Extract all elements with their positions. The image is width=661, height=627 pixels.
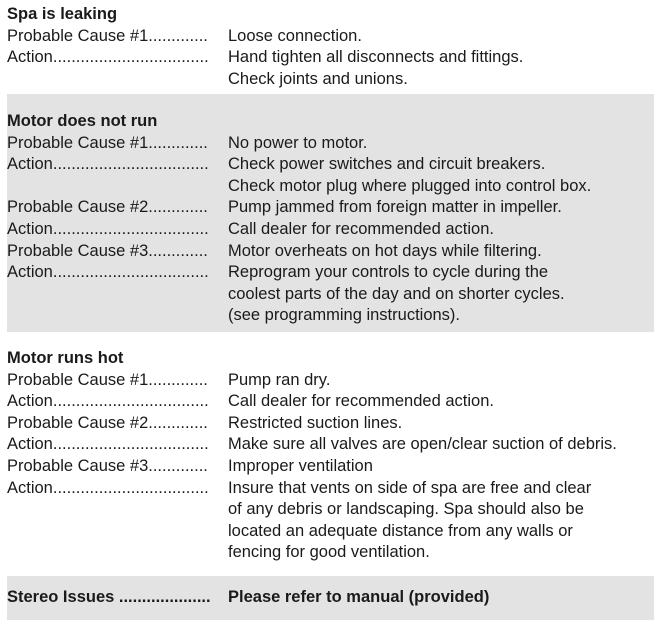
row-value-line: coolest parts of the day and on shorter cycles. (228, 284, 565, 303)
row-value (228, 154, 654, 197)
row-label: Action.................................. (7, 48, 209, 67)
row-value-line: Loose connection. (228, 26, 362, 45)
row-value (228, 391, 654, 413)
row-value (228, 478, 654, 564)
section-spa-leaking (7, 4, 654, 90)
row-value-line: Motor overheats on hot days while filtering. (228, 241, 542, 260)
table-row (7, 370, 654, 392)
section-stereo-issues (7, 576, 654, 620)
row-value-line: Improper ventilation (228, 456, 373, 475)
table-row (7, 133, 654, 155)
row-label: Probable Cause #2............. (7, 413, 208, 432)
row-label: Action.................................. (7, 392, 209, 411)
row-value-line: of any debris or landscaping. Spa should also be (228, 500, 584, 519)
table-row (7, 478, 654, 564)
row-value (228, 262, 654, 327)
row-label: Action.................................. (7, 219, 209, 238)
row-label: Probable Cause #2............. (7, 198, 208, 217)
row-value (228, 133, 654, 155)
row-value (228, 413, 654, 435)
row-value-line: Reprogram your controls to cycle during the (228, 263, 549, 282)
row-value-line: Make sure all valves are open/clear suction of debris. (228, 435, 617, 454)
row-value (228, 456, 654, 478)
table-row (7, 456, 654, 478)
row-value-line: fencing for good ventilation. (228, 543, 430, 562)
row-label: Action.................................. (7, 155, 209, 174)
table-row (7, 47, 654, 90)
row-label: Probable Cause #1............. (7, 370, 208, 389)
row-value (228, 370, 654, 392)
row-value (228, 197, 654, 219)
row-value-line: Call dealer for recommended action. (228, 219, 494, 238)
table-row (7, 262, 654, 327)
row-label: Probable Cause #1............. (7, 133, 208, 152)
row-label: Probable Cause #1............. (7, 26, 208, 45)
table-row (7, 413, 654, 435)
row-value-line: located an adequate distance from any walls or (228, 521, 573, 540)
row-value-line: (see programming instructions). (228, 306, 460, 325)
table-row (7, 219, 654, 241)
stereo-label: Stereo Issues .................... (7, 588, 211, 606)
row-label: Action.................................. (7, 263, 209, 282)
row-label: Probable Cause #3............. (7, 241, 208, 260)
row-label: Action.................................. (7, 478, 209, 497)
row-value-line: Hand tighten all disconnects and fittings. (228, 48, 524, 67)
table-row (7, 26, 654, 48)
section-title: Motor runs hot (7, 349, 124, 367)
row-value-line: No power to motor. (228, 133, 368, 152)
table-row (7, 434, 654, 456)
section-title: Spa is leaking (7, 5, 118, 23)
row-value (228, 47, 654, 90)
row-value (228, 241, 654, 263)
row-value-line: Check power switches and circuit breakers. (228, 155, 546, 174)
row-value-line: Pump ran dry. (228, 370, 331, 389)
row-value (228, 26, 654, 48)
row-value-line: Check joints and unions. (228, 69, 408, 88)
row-value (228, 434, 654, 456)
table-row (7, 197, 654, 219)
stereo-value: Please refer to manual (provided) (228, 588, 490, 606)
section-motor-does-not-run (7, 94, 654, 332)
section-title: Motor does not run (7, 112, 158, 130)
section-motor-runs-hot (7, 348, 654, 564)
row-label: Action.................................. (7, 435, 209, 454)
row-value-line: Call dealer for recommended action. (228, 392, 494, 411)
table-row (7, 587, 654, 609)
row-value-line: Restricted suction lines. (228, 413, 403, 432)
row-label: Probable Cause #3............. (7, 456, 208, 475)
table-row (7, 391, 654, 413)
table-row (7, 154, 654, 197)
row-value-line: Pump jammed from foreign matter in impeller. (228, 198, 562, 217)
row-value-line: Check motor plug where plugged into control box. (228, 176, 592, 195)
row-value (228, 219, 654, 241)
table-row (7, 241, 654, 263)
row-value-line: Insure that vents on side of spa are free and clear (228, 478, 592, 497)
